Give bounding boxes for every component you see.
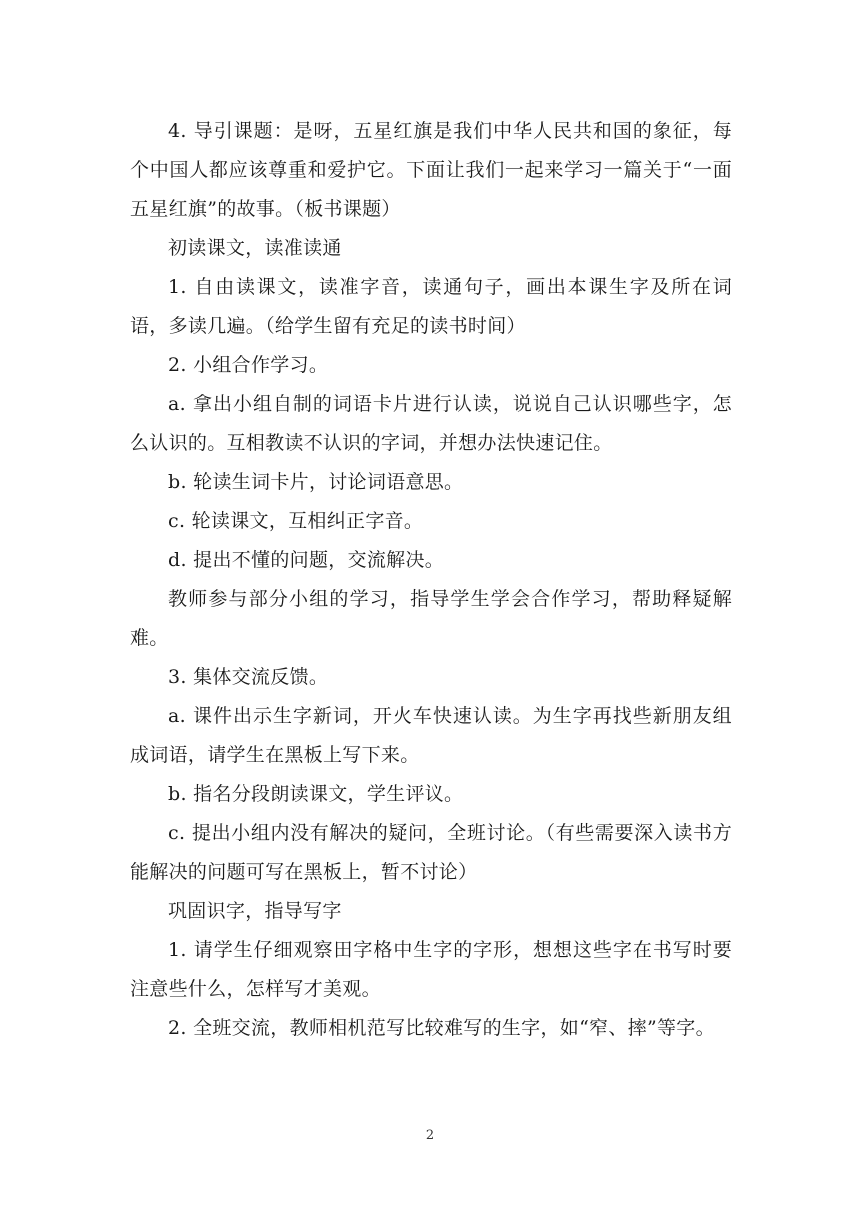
paragraph-read-words: b. 轮读生词卡片，讨论词语意思。 [168, 471, 464, 493]
paragraph-read-text: c. 轮读课文，互相纠正字音。 [168, 510, 424, 532]
paragraph-class-discussion: c. 提出小组内没有解决的疑问，全班讨论。（有些需要深入读书方能解决的问题可写在黑板上，暂不讨论） [130, 822, 732, 883]
page-number: 2 [425, 1128, 435, 1143]
paragraph-ask-questions: d. 提出不懂的问题，交流解决。 [168, 549, 445, 571]
section-heading-first-reading: 初读课文，读准读通 [168, 237, 342, 259]
paragraph-teacher-guidance: 教师参与部分小组的学习，指导学生学会合作学习，帮助释疑解难。 [130, 588, 732, 649]
paragraph-group-study: 2. 小组合作学习。 [168, 354, 329, 376]
paragraph-intro-topic: 4. 导引课题：是呀，五星红旗是我们中华人民共和国的象征，每个中国人都应该尊重和爱护它。下面让我们一起来学习一篇关于“一面五星红旗”的故事。（板书课题） [130, 120, 732, 220]
paragraph-demo-writing: 2. 全班交流，教师相机范写比较难写的生字，如“窄、摔”等字。 [168, 1017, 715, 1039]
paragraph-observe-characters: 1. 请学生仔细观察田字格中生字的字形，想想这些字在书写时要注意些什么，怎样写才美观。 [130, 939, 732, 1000]
section-heading-consolidate: 巩固识字，指导写字 [168, 900, 342, 922]
paragraph-word-cards: a. 拿出小组自制的词语卡片进行认读，说说自己认识哪些字，怎么认识的。互相教读不认识的字词，并想办法快速记住。 [130, 393, 732, 454]
document-body [130, 112, 732, 1048]
paragraph-class-feedback: 3. 集体交流反馈。 [168, 666, 329, 688]
paragraph-show-new-words: a. 课件出示生字新词，开火车快速认读。为生字再找些新朋友组成词语，请学生在黑板上写下来。 [130, 705, 732, 766]
paragraph-free-reading: 1. 自由读课文，读准字音，读通句子，画出本课生字及所在词语，多读几遍。（给学生留有充足的读书时间） [130, 276, 732, 337]
paragraph-section-reading: b. 指名分段朗读课文，学生评议。 [168, 783, 464, 805]
